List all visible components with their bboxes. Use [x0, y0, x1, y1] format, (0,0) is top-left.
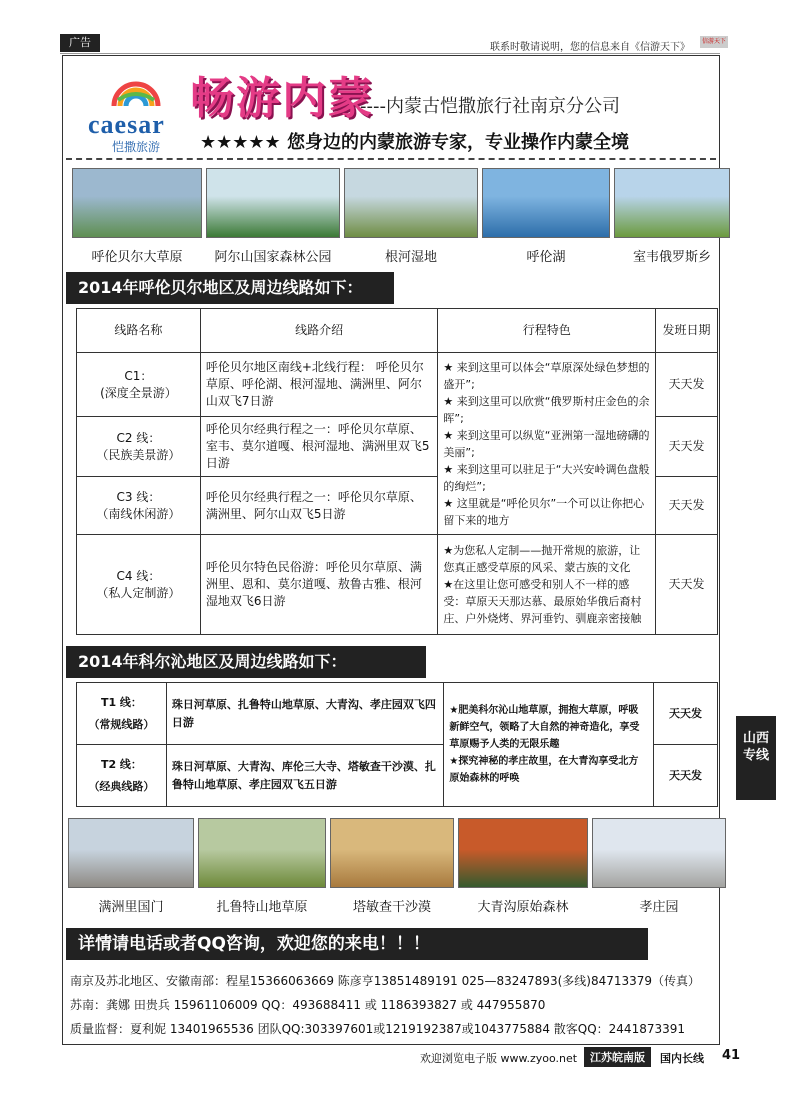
- photo-caption: 孝庄园: [639, 900, 679, 915]
- mini-logo: 信游天下: [700, 36, 728, 48]
- photo-caption: 呼伦湖: [526, 250, 566, 265]
- header-departure: 发班日期: [656, 309, 718, 353]
- contact-banner: 详情请电话或者QQ咨询，欢迎您的来电！！！: [66, 928, 648, 960]
- photo-hulun-lake: [482, 168, 610, 238]
- route-intro: 珠日河草原、大青沟、库伦三大寺、塔敏查干沙漠、扎鲁特山地草原、孝庄园双飞五日游: [166, 745, 444, 807]
- ad-tag: 广告: [60, 34, 100, 52]
- contact-line-sunan: 苏南：龚娜 田贵兵 15961106009 QQ：493688411 或 1186393827 或 447955870: [70, 998, 546, 1012]
- header-route-intro: 线路介绍: [200, 309, 438, 353]
- route-name: C3 线： （南线休闲游）: [77, 477, 201, 535]
- photo-jarud-grassland: [198, 818, 326, 888]
- route-intro: 呼伦贝尔经典行程之一：呼伦贝尔草原、室韦、莫尔道嘎、根河湿地、满洲里双飞5日游: [200, 417, 438, 477]
- photo-manzhouli-gate: [68, 818, 194, 888]
- route-intro: 珠日河草原、扎鲁特山地草原、大青沟、孝庄园双飞四日游: [166, 683, 444, 745]
- departure-date: 天天发: [656, 353, 718, 417]
- side-tab-shanxi: 山西 专线: [736, 716, 776, 800]
- slogan: ★★★★★ 您身边的内蒙旅游专家，专业操作内蒙全境: [200, 132, 629, 153]
- photo-arxan-forest: [206, 168, 340, 238]
- photo-daqinggou-forest: [458, 818, 588, 888]
- caesar-logo-icon: [108, 66, 164, 112]
- photo-xiaozhuang-garden: [592, 818, 726, 888]
- departure-date: 天天发: [656, 417, 718, 477]
- photo-caption: 室韦俄罗斯乡: [632, 250, 711, 265]
- photo-tamin-desert: [330, 818, 454, 888]
- photo-caption: 扎鲁特山地草原: [216, 900, 308, 915]
- page-number: 41: [722, 1048, 741, 1063]
- route-intro: 呼伦贝尔地区南线+北线行程： 呼伦贝尔草原、呼伦湖、根河湿地、满洲里、阿尔山双飞7日游: [200, 353, 438, 417]
- footer-site: 欢迎浏览电子版 www.zyoo.net: [420, 1052, 578, 1065]
- photo-caption: 呼伦贝尔大草原: [91, 250, 183, 265]
- divider: [66, 158, 716, 160]
- departure-date: 天天发: [654, 683, 718, 745]
- route-name: T2 线： （经典线路）: [77, 745, 167, 807]
- departure-date: 天天发: [656, 477, 718, 535]
- photo-caption: 满洲里国门: [98, 900, 164, 915]
- photo-genhe-wetland: [344, 168, 478, 238]
- photo-caption: 根河湿地: [384, 250, 437, 265]
- contact-line-nanjing: 南京及苏北地区、安徽南部：程星15366063669 陈彦亨13851489191 025—83247893(多线)84713379（传真）: [70, 974, 701, 988]
- section-title-hulunbuir: 2014年呼伦贝尔地区及周边线路如下：: [66, 272, 394, 304]
- footer-category: 国内长线: [660, 1052, 704, 1065]
- photo-caption: 塔敏查干沙漠: [352, 900, 431, 915]
- departure-date: 天天发: [654, 745, 718, 807]
- header-features: 行程特色: [438, 309, 656, 353]
- route-intro: 呼伦贝尔特色民俗游：呼伦贝尔草原、满洲里、恩和、莫尔道嘎、敖鲁古雅、根河湿地双飞6日游: [200, 535, 438, 635]
- photo-caption: 大青沟原始森林: [477, 900, 569, 915]
- route-intro: 呼伦贝尔经典行程之一：呼伦贝尔草原、满洲里、阿尔山双飞5日游: [200, 477, 438, 535]
- table-row: [77, 353, 718, 417]
- route-name: C1： (深度全景游）: [77, 353, 201, 417]
- horqin-routes-table: [76, 682, 718, 807]
- footer-edition: 江苏皖南版: [584, 1047, 651, 1067]
- hulunbuir-routes-table: [76, 308, 718, 635]
- table-row: [77, 683, 718, 745]
- route-features: ★ 来到这里可以体会“草原深处绿色梦想的盛开”; ★ 来到这里可以欣赏“俄罗斯村庄金色的余晖”; ★ 来到这里可以纵览“亚洲第一湿地磅礴的美丽”; ★ 来到这里可以驻足于“大兴安岭调色盘般的绚烂”; ★ 这里就是“呼伦贝尔”一个可以让你把心留下来的地方: [438, 353, 656, 535]
- route-features: ★肥美科尔沁山地草原，拥抱大草原，呼吸新鲜空气，领略了大自然的神奇造化，享受草原赐予人类的无限乐趣 ★探究神秘的孝庄故里，在大青沟享受北方原始森林的呼唤: [444, 683, 654, 807]
- table-row: [77, 535, 718, 635]
- header-route-name: 线路名称: [77, 309, 201, 353]
- logo-subtitle: 恺撒旅游: [112, 140, 161, 154]
- photo-hulunbuir-grassland: [72, 168, 202, 238]
- departure-date: 天天发: [656, 535, 718, 635]
- route-name: C2 线： （民族美景游）: [77, 417, 201, 477]
- route-features: ★为您私人定制——抛开常规的旅游，让您真正感受草原的风采、蒙古族的文化 ★在这里让您可感受和别人不一样的感受：草原天天那达慕、最原始华俄后裔村庄、户外烧烤、界河垂钓、驯鹿亲密接触: [438, 535, 656, 635]
- contact-line-quality: 质量监督：夏利妮 13401965536 团队QQ:303397601或1219192387或1043775884 散客QQ：2441873391: [70, 1022, 686, 1036]
- brand-title: 畅游内蒙: [190, 73, 374, 124]
- photo-caption: 阿尔山国家森林公园: [214, 250, 332, 265]
- company-name: ----内蒙古恺撒旅行社南京分公司: [360, 96, 620, 117]
- section-title-horqin: 2014年科尔沁地区及周边线路如下：: [66, 646, 426, 678]
- route-name: C4 线： （私人定制游）: [77, 535, 201, 635]
- table-header-row: [77, 309, 718, 353]
- logo-wordmark: caesar: [88, 110, 165, 139]
- photo-shiwei-village: [614, 168, 730, 238]
- source-note: 联系时敬请说明，您的信息来自《信游天下》: [490, 42, 690, 53]
- route-name: T1 线： （常规线路）: [77, 683, 167, 745]
